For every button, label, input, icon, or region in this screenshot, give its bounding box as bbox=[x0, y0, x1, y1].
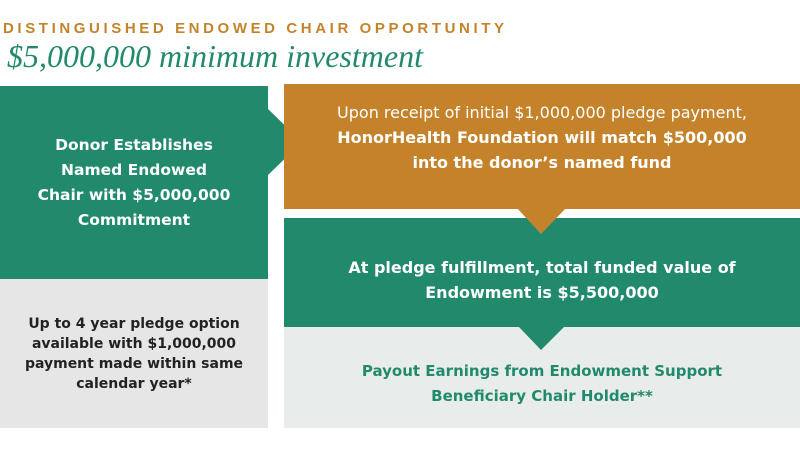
text-line: into the donor’s named fund bbox=[412, 153, 672, 172]
arrow-down-icon bbox=[517, 208, 566, 234]
text-line: Up to 4 year pledge option bbox=[28, 315, 240, 332]
text-line: Donor Establishes bbox=[55, 135, 213, 154]
text-line-intro: Upon receipt of initial $1,000,000 pledge payment, bbox=[337, 103, 747, 122]
step-pledge-fulfillment bbox=[284, 218, 800, 327]
headline: $5,000,000 minimum investment bbox=[7, 38, 423, 74]
text-line: Beneficiary Chair Holder** bbox=[431, 386, 653, 405]
text-line: calendar year* bbox=[76, 375, 192, 392]
text-line: Named Endowed bbox=[61, 160, 207, 179]
text-line: At pledge fulfillment, total funded value of bbox=[348, 257, 736, 277]
pledge-option-note bbox=[0, 279, 268, 428]
text-line: Commitment bbox=[77, 210, 191, 229]
eyebrow-title: DISTINGUISHED ENDOWED CHAIR OPPORTUNITY bbox=[3, 20, 508, 37]
step-foundation-match bbox=[284, 84, 800, 209]
text-line: Chair with $5,000,000 bbox=[37, 185, 231, 204]
text-line: available with $1,000,000 bbox=[31, 335, 237, 352]
text-line: Payout Earnings from Endowment Support bbox=[361, 361, 723, 380]
arrow-down-icon bbox=[518, 326, 565, 350]
text-line: HonorHealth Foundation will match $500,000 bbox=[337, 128, 747, 147]
text-line: payment made within same bbox=[24, 355, 244, 372]
step-establish-chair bbox=[0, 86, 268, 279]
text-line: Endowment is $5,500,000 bbox=[425, 282, 659, 302]
